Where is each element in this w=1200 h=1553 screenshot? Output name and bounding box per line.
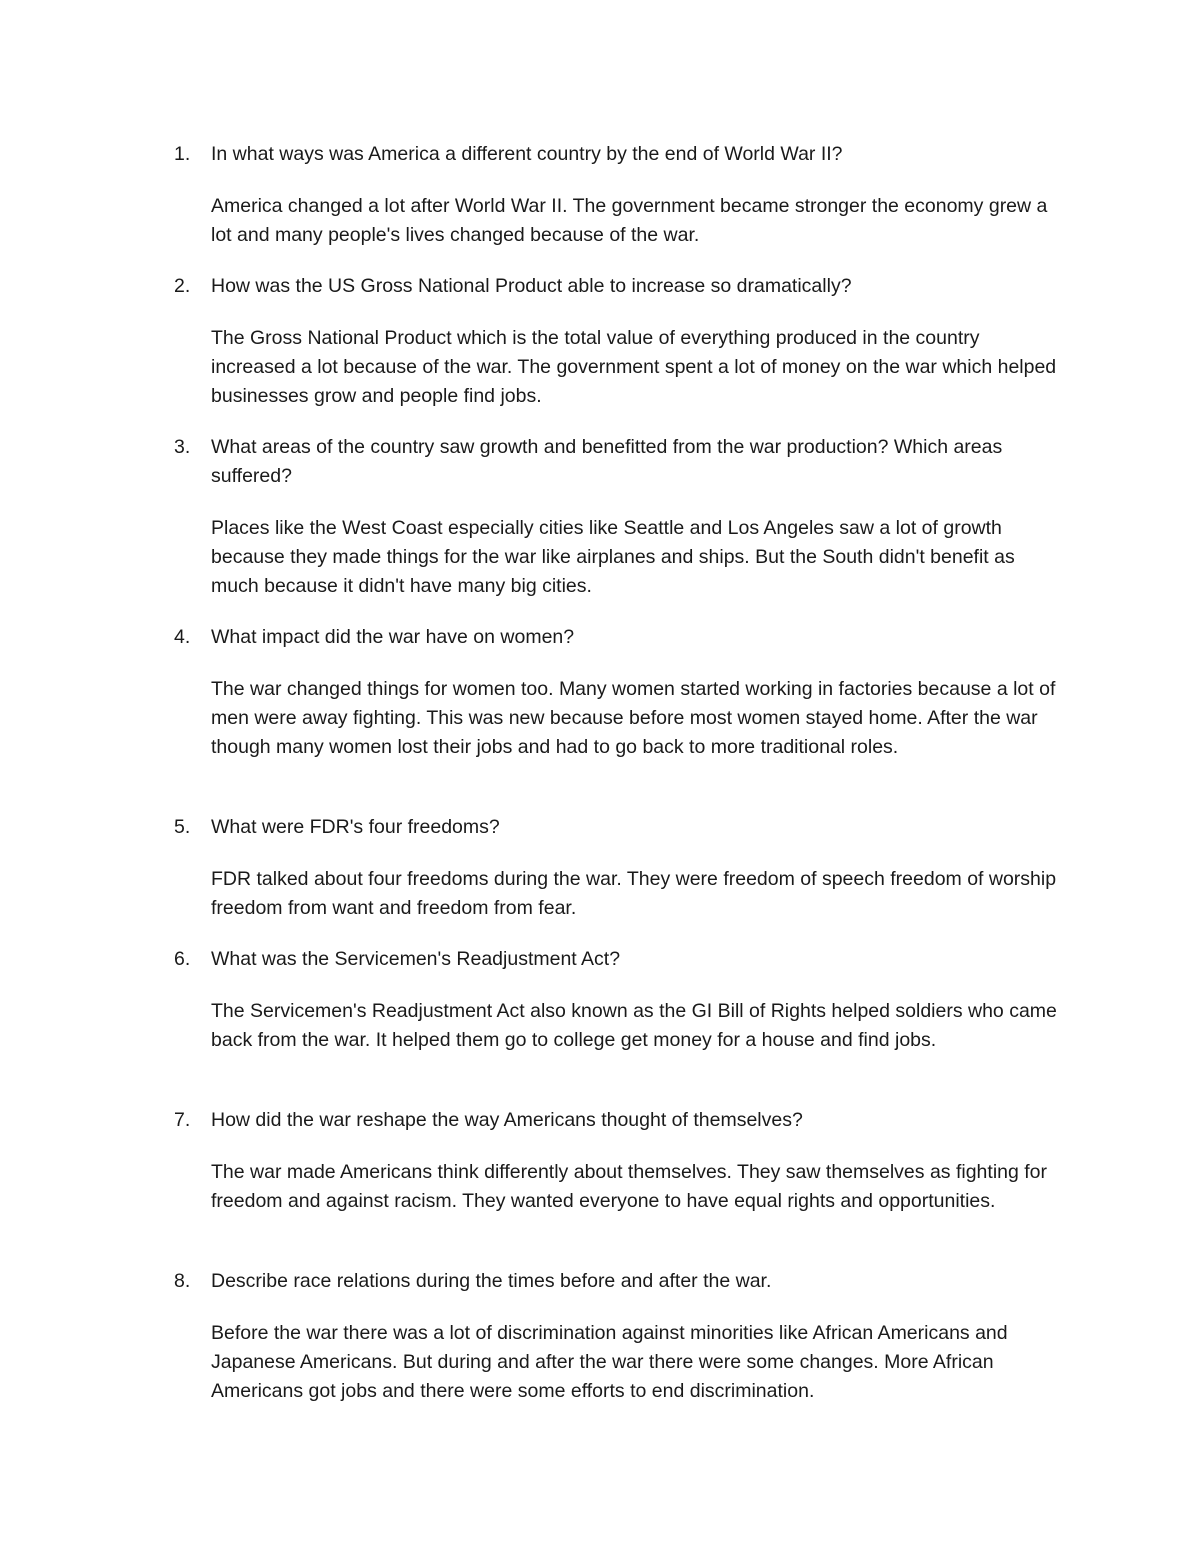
- question-block-7: [0, 1106, 1200, 1216]
- question-text: Describe race relations during the times before and after the war.: [211, 1270, 772, 1292]
- question-number: 3.: [174, 436, 191, 458]
- question-5: [0, 813, 1200, 842]
- question-number: 4.: [174, 626, 191, 648]
- question-block-2: [0, 272, 1200, 411]
- answer-6: The Servicemen's Readjustment Act also known as the GI Bill of Rights helped soldiers who came back from the war. It helped them go to college get money for a house and find jobs.: [211, 1000, 1057, 1051]
- question-block-8: [0, 1267, 1200, 1406]
- answer-1: America changed a lot after World War II. The government became stronger the economy grew a lot and many people's lives changed because of the war.: [211, 195, 1048, 246]
- question-text: What areas of the country saw growth and benefitted from the war production? Which areas suffered?: [211, 436, 1003, 487]
- question-4: [0, 623, 1200, 652]
- answer-4: The war changed things for women too. Many women started working in factories because a lot of men were away fighting. This was new because before most women stayed home. After the war though many women lost their jobs and had to go back to more traditional roles.: [211, 678, 1056, 758]
- question-block-4: [0, 623, 1200, 762]
- question-6: [0, 945, 1200, 974]
- question-text: What was the Servicemen's Readjustment Act?: [211, 948, 621, 970]
- answer-2: The Gross National Product which is the total value of everything produced in the country increased a lot because of the war. The government spent a lot of money on the war which helped businesses grow and people find jobs.: [211, 327, 1057, 407]
- question-text: How did the war reshape the way Americans thought of themselves?: [211, 1109, 803, 1131]
- answer-8: Before the war there was a lot of discrimination against minorities like African Americans and Japanese Americans. But during and after the war there were some changes. More African Americans got jobs and there were some efforts to end discrimination.: [211, 1322, 1008, 1402]
- question-number: 2.: [174, 275, 191, 297]
- question-7: [0, 1106, 1200, 1135]
- question-text: What were FDR's four freedoms?: [211, 816, 500, 838]
- question-number: 8.: [174, 1270, 191, 1292]
- question-number: 7.: [174, 1109, 191, 1131]
- question-1: [0, 140, 1200, 169]
- question-number: 5.: [174, 816, 191, 838]
- question-2: [0, 272, 1200, 301]
- question-block-6: [0, 945, 1200, 1055]
- question-number: 6.: [174, 948, 191, 970]
- question-text: In what ways was America a different country by the end of World War II?: [211, 143, 843, 165]
- answer-5: FDR talked about four freedoms during the war. They were freedom of speech freedom of worship freedom from want and freedom from fear.: [211, 868, 1057, 919]
- question-number: 1.: [174, 143, 191, 165]
- answer-7: The war made Americans think differently about themselves. They saw themselves as fighting for freedom and against racism. They wanted everyone to have equal rights and opportunities.: [211, 1161, 1048, 1212]
- question-8: [0, 1267, 1200, 1296]
- question-text: How was the US Gross National Product able to increase so dramatically?: [211, 275, 852, 297]
- question-block-5: [0, 813, 1200, 923]
- question-block-3: [0, 433, 1200, 601]
- answer-3: Places like the West Coast especially cities like Seattle and Los Angeles saw a lot of growth because they made things for the war like airplanes and ships. But the South didn't benefit as much because it didn't have many big cities.: [211, 517, 1015, 597]
- question-block-1: [0, 140, 1200, 250]
- question-3: [0, 433, 1200, 491]
- question-text: What impact did the war have on women?: [211, 626, 575, 648]
